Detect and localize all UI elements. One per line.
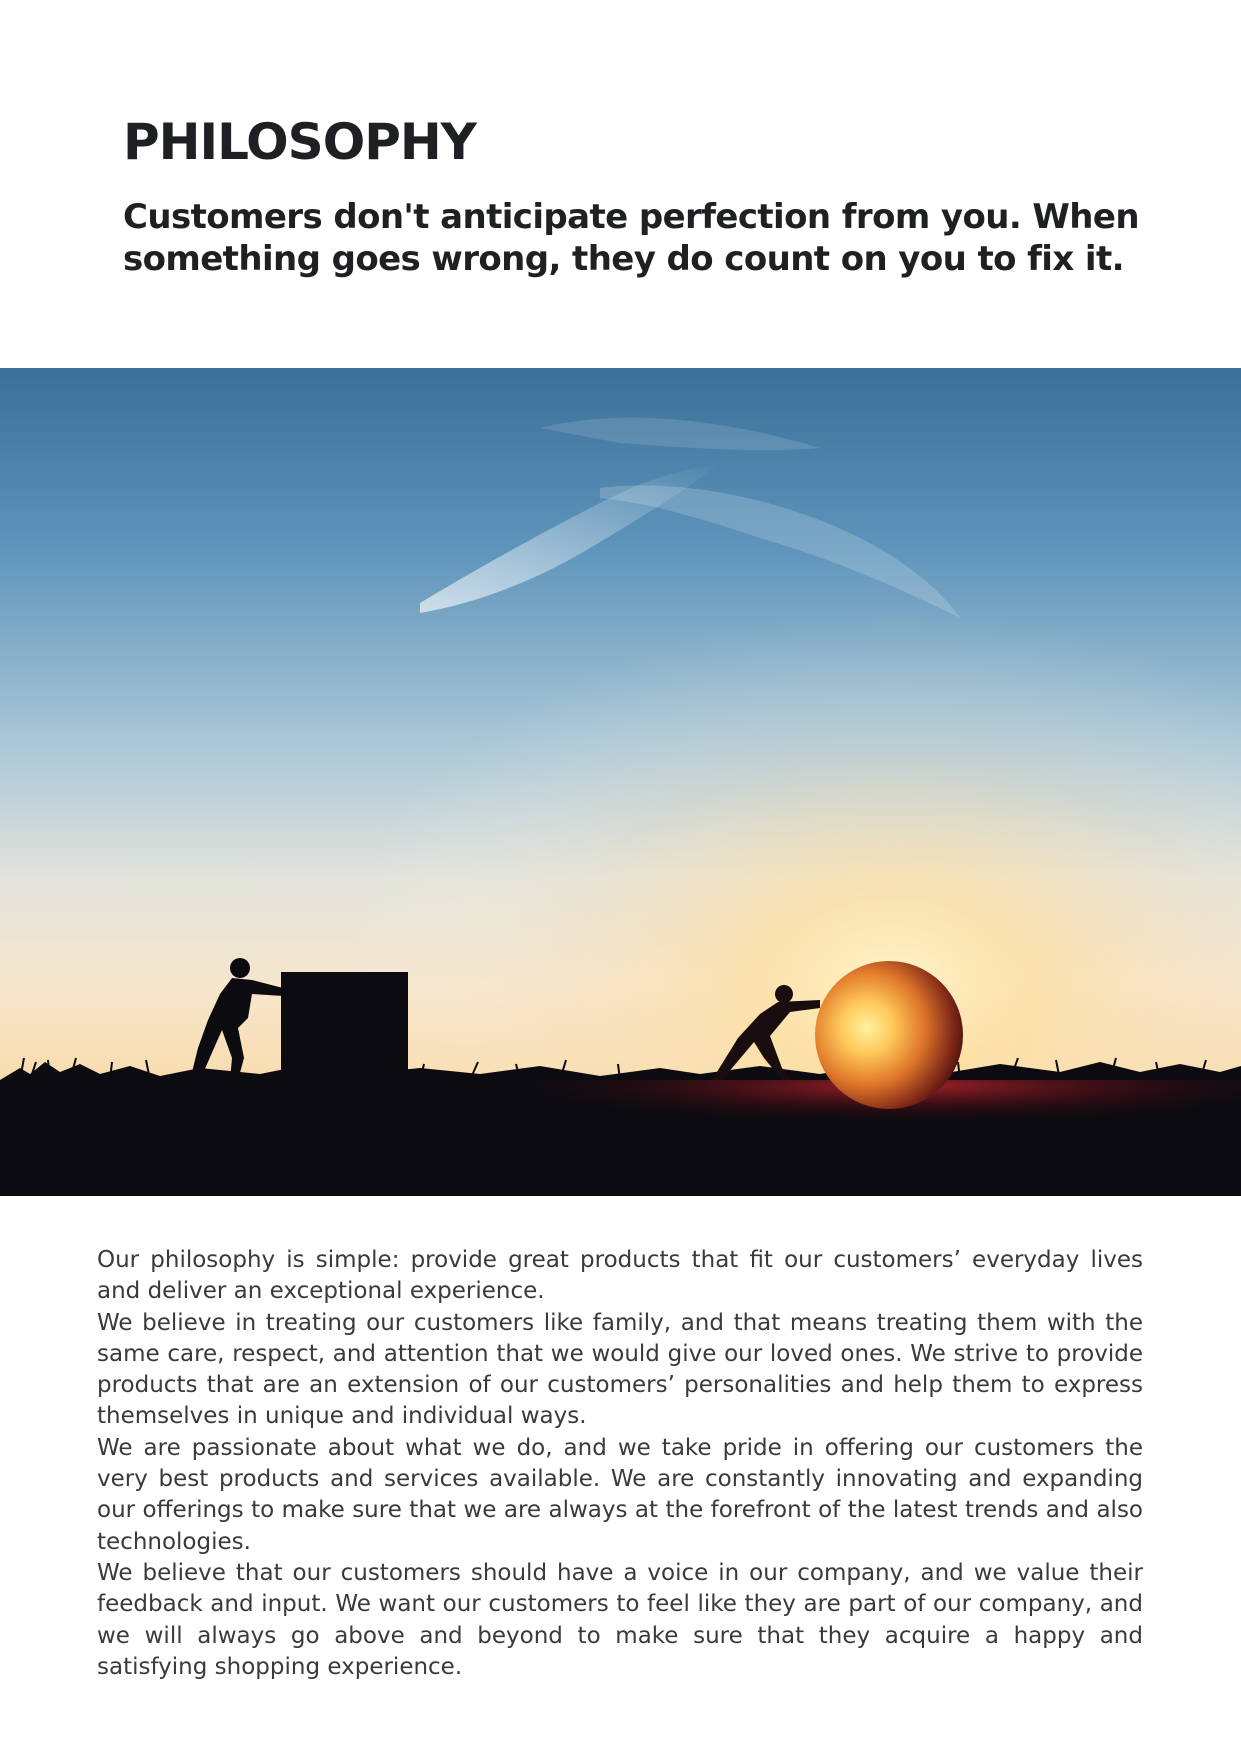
hero-image xyxy=(0,368,1241,1196)
sunset-silhouette-image xyxy=(0,368,1241,1196)
page-title: PHILOSOPHY xyxy=(123,113,476,171)
body-text xyxy=(97,1245,1143,1683)
page-subtitle: Customers don't anticipate perfection from you. When something goes wrong, they do count on you to fix it. xyxy=(123,197,1139,279)
paragraph: We believe in treating our customers like family, and that means treating them with the same care, respect, and attention that we would give our loved ones. We strive to provide products that are an extension of our customers’ personalities and help them to express themselves in unique and individual ways. xyxy=(97,1309,1143,1430)
paragraph: Our philosophy is simple: provide great products that fit our customers’ everyday lives and deliver an exceptional experience. xyxy=(97,1247,1143,1305)
paragraph: We believe that our customers should have a voice in our company, and we value their feedback and input. We want our customers to feel like they are part of our company, and we will always go above and beyond to make sure that they acquire a happy and satisfying shopping experience. xyxy=(97,1559,1143,1680)
paragraph: We are passionate about what we do, and we take pride in offering our customers the very best products and services available. We are constantly innovating and expanding our offerings to make sure that we are always at the forefront of the latest trends and also technologies. xyxy=(97,1434,1143,1555)
